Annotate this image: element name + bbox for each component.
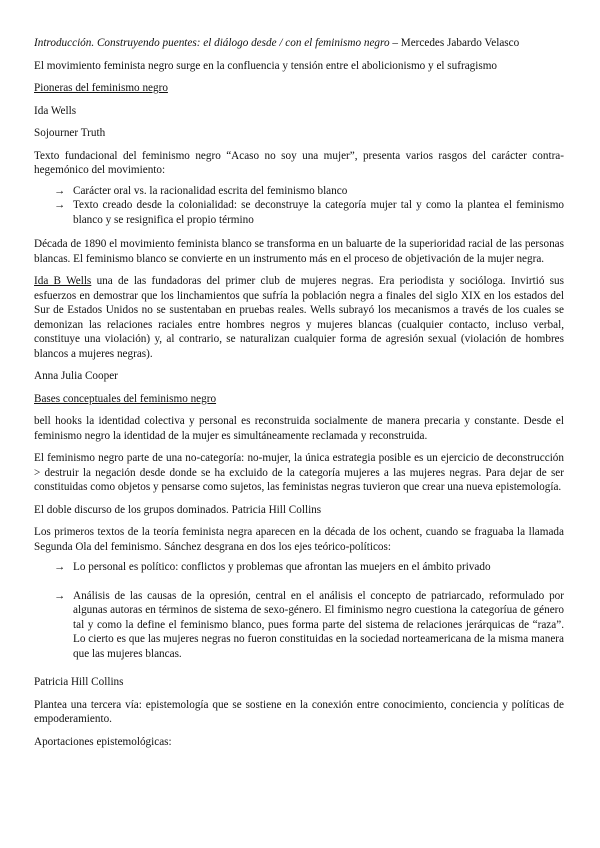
list-item [54, 198, 564, 227]
arrow-icon: → [54, 199, 66, 211]
list-rasgos [34, 184, 564, 228]
list-item [54, 184, 564, 199]
paragraph-doble-discurso: El doble discurso de los grupos dominados. Patricia Hill Collins [34, 503, 322, 516]
paragraph-aportaciones: Aportaciones epistemológicas: [34, 735, 172, 748]
document-page [34, 36, 564, 757]
section-heading-bases: Bases conceptuales del feminismo negro [34, 392, 217, 405]
name-sojourner-truth: Sojourner Truth [34, 127, 106, 139]
arrow-icon: → [54, 561, 66, 573]
document-title [34, 36, 564, 51]
list-item [54, 560, 564, 575]
paragraph-tercera-via: Plantea una tercera vía: epistemología que se sostiene en la conexión entre conocimiento, conciencia y políticas de empoderamiento. [34, 698, 564, 725]
name-ida-b-wells: Ida B Wells [34, 275, 92, 287]
ida-b-wells-text: una de las fundadoras del primer club de mujeres negras. Era periodista y socióloga. Invirtió sus esfuerzos en demostrar que los linchamientos que sufría la población negra a finales del siglo XIX en los estados del Sur de Estados Unidos no se sustentaban en pruebas reales. Wells subrayó los mecanismos a través de los cuales se demonizan las relaciones raciales entre hombres negros y mujeres blancas (cualquier contacto, incluso verbal, constituye una violación) y, al contrario, se naturalizan cualquier forma de agresión sexual (violación de hombres blancos a mujeres negras). [34, 275, 564, 360]
name-anna-julia-cooper: Anna Julia Cooper [34, 370, 118, 382]
paragraph-ida-b-wells [34, 274, 564, 361]
list-item-text: Texto creado desde la colonialidad: se deconstruye la categoría mujer tal y como la plantea el feminismo blanco y se resignifica el propio término [73, 199, 564, 226]
title-italic: Introducción. Construyendo puentes: el diálogo desde / con el feminismo negro [34, 37, 390, 49]
paragraph-no-categoria: El feminismo negro parte de una no-categoría: no-mujer, la única estrategia posible es un ejercicio de deconstrucción > destruir la negación desde donde se ha excluido de la categoría mujeres a las mujeres negras. Para dejar de ser constituidas como objetos y pensarse como sujetos, las feministas negras tuvieron que crear una nueva epistemología. [34, 452, 564, 493]
title-author: – Mercedes Jabardo Velasco [389, 37, 520, 49]
name-ida-wells: Ida Wells [34, 104, 77, 117]
list-item [54, 589, 564, 662]
intro-paragraph: El movimiento feminista negro surge en la confluencia y tensión entre el abolicionismo y el sufragismo [34, 59, 498, 72]
arrow-icon: → [54, 589, 66, 602]
name-patricia-hill-collins: Patricia Hill Collins [34, 676, 124, 688]
list-item-text: Carácter oral vs. la racionalidad escrita del feminismo blanco [73, 184, 348, 197]
paragraph-texto-fundacional: Texto fundacional del feminismo negro “Acaso no soy una mujer”, presenta varios rasgos del carácter contra-hegemónico del movimiento: [34, 149, 564, 176]
paragraph-primeros-textos: Los primeros textos de la teoría feminista negra aparecen en la década de los ochent, cuando se fraguaba la llamada Segunda Ola del feminismo. Sánchez desgrana en dos los ejes teórico-políticos: [34, 526, 564, 553]
list-ejes [34, 560, 564, 661]
list-item-text: Análisis de las causas de la opresión, central en el análisis el concepto de patriarcado, reformulado por algunas autoras en términos de sistema de sexo-género. El fiminismo negro cuestiona la categoríua de género tal y como la define el feminismo blanco, pues forma parte del sistema de relaciones jerárquicas de “raza”. Lo cierto es que las mujeres negras no fueron constituidas en la sociedad norteamericana de la misma manera que las mujeres blancas. [73, 589, 564, 660]
paragraph-decada-1890: Década de 1890 el movimiento feminista blanco se transforma en un baluarte de la superioridad racial de las personas blancas. El feminismo blanco se convierte en un instrumento más en el proceso de objetivación de la mujer negra. [34, 238, 564, 265]
list-item-text: Lo personal es político: conflictos y problemas que afrontan las muejers en el ámbito privado [73, 561, 491, 573]
paragraph-bell-hooks: bell hooks la identidad colectiva y personal es reconstruida socialmente de manera precaria y constante. Desde el feminismo negro la identidad de la mujer es simultáneamente reclamada y reconstruida. [34, 415, 564, 442]
section-heading-pioneras: Pioneras del feminismo negro [34, 82, 168, 94]
arrow-icon: → [54, 184, 66, 197]
